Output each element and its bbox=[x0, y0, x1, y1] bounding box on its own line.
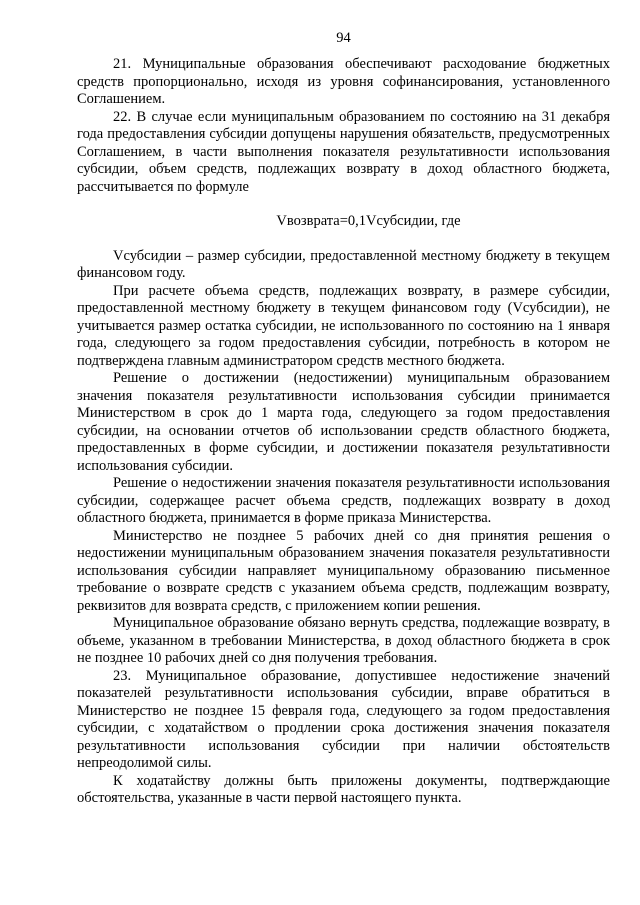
paragraph-23: 23. Муниципальное образование, допустившее недостижение значений показателей результативности использования субсидии, вправе обратиться в Министерство не позднее 15 февраля года, следующего за годом предоставления субсидии, с ходатайством о продлении срока достижения значения показателя результативности использования субсидии при наличии обстоятельств непреодолимой силы. bbox=[77, 667, 610, 771]
page-number: 94 bbox=[336, 30, 351, 46]
paragraph-vsubsidii-definition: Vсубсидии – размер субсидии, предоставленной местному бюджету в текущем финансовом году. bbox=[77, 247, 610, 281]
paragraph-remainder-calculation: При расчете объема средств, подлежащих возврату, в размере субсидии, предоставленной местному бюджету в текущем финансовом году (Vсубсидии), не учитывается размер остатка субсидии, не использованного по состоянию на 1 января года, следующего за годом предоставления субсидии, потребность в котором не подтверждена главным администратором средств местного бюджета. bbox=[77, 282, 610, 369]
formula: Vвозврата=0,1Vсубсидии, где bbox=[276, 213, 461, 229]
paragraph-decision-order: Решение о недостижении значения показателя результативности использования субсидии, содержащее расчет объема средств, подлежащих возврату в доход областного бюджета, принимается в форме приказа Министерства. bbox=[77, 475, 610, 526]
paragraph-petition-documents: К ходатайству должны быть приложены документы, подтверждающие обстоятельства, указанные в части первой настоящего пункта. bbox=[77, 772, 610, 806]
document-page bbox=[77, 30, 610, 808]
paragraph-decision-achievement: Решение о достижении (недостижении) муниципальным образованием значения показателя результативности использования субсидии принимается Министерством в срок до 1 марта года, следующего за годом предоставления субсидии, на основании отчетов об использовании средств областного бюджета, предоставленных в форме субсидии, и достижении показателя результативности использования субсидии. bbox=[77, 370, 610, 474]
paragraph-21: 21. Муниципальные образования обеспечивают расходование бюджетных средств пропорционально, исходя из уровня софинансирования, установленного Соглашением. bbox=[77, 56, 610, 107]
paragraph-22: 22. В случае если муниципальным образованием по состоянию на 31 декабря года предоставления субсидии допущены нарушения обязательств, предусмотренных Соглашением, в части выполнения показателя результативности использования субсидии, объем средств, подлежащих возврату в доход областного бюджета, рассчитывается по формуле bbox=[77, 108, 610, 195]
paragraph-return-funds: Муниципальное образование обязано вернуть средства, подлежащие возврату, в объеме, указанном в требовании Министерства, в доход областного бюджета в срок не позднее 10 рабочих дней со дня получения требования. bbox=[77, 615, 610, 666]
paragraph-ministry-requirement: Министерство не позднее 5 рабочих дней со дня принятия решения о недостижении муниципальным образованием значения показателя результативности использования субсидии направляет муниципальному образованию письменное требование о возврате средств с указанием объема средств, подлежащим возврату, реквизитов для возврата средств, с приложением копии решения. bbox=[77, 527, 610, 614]
